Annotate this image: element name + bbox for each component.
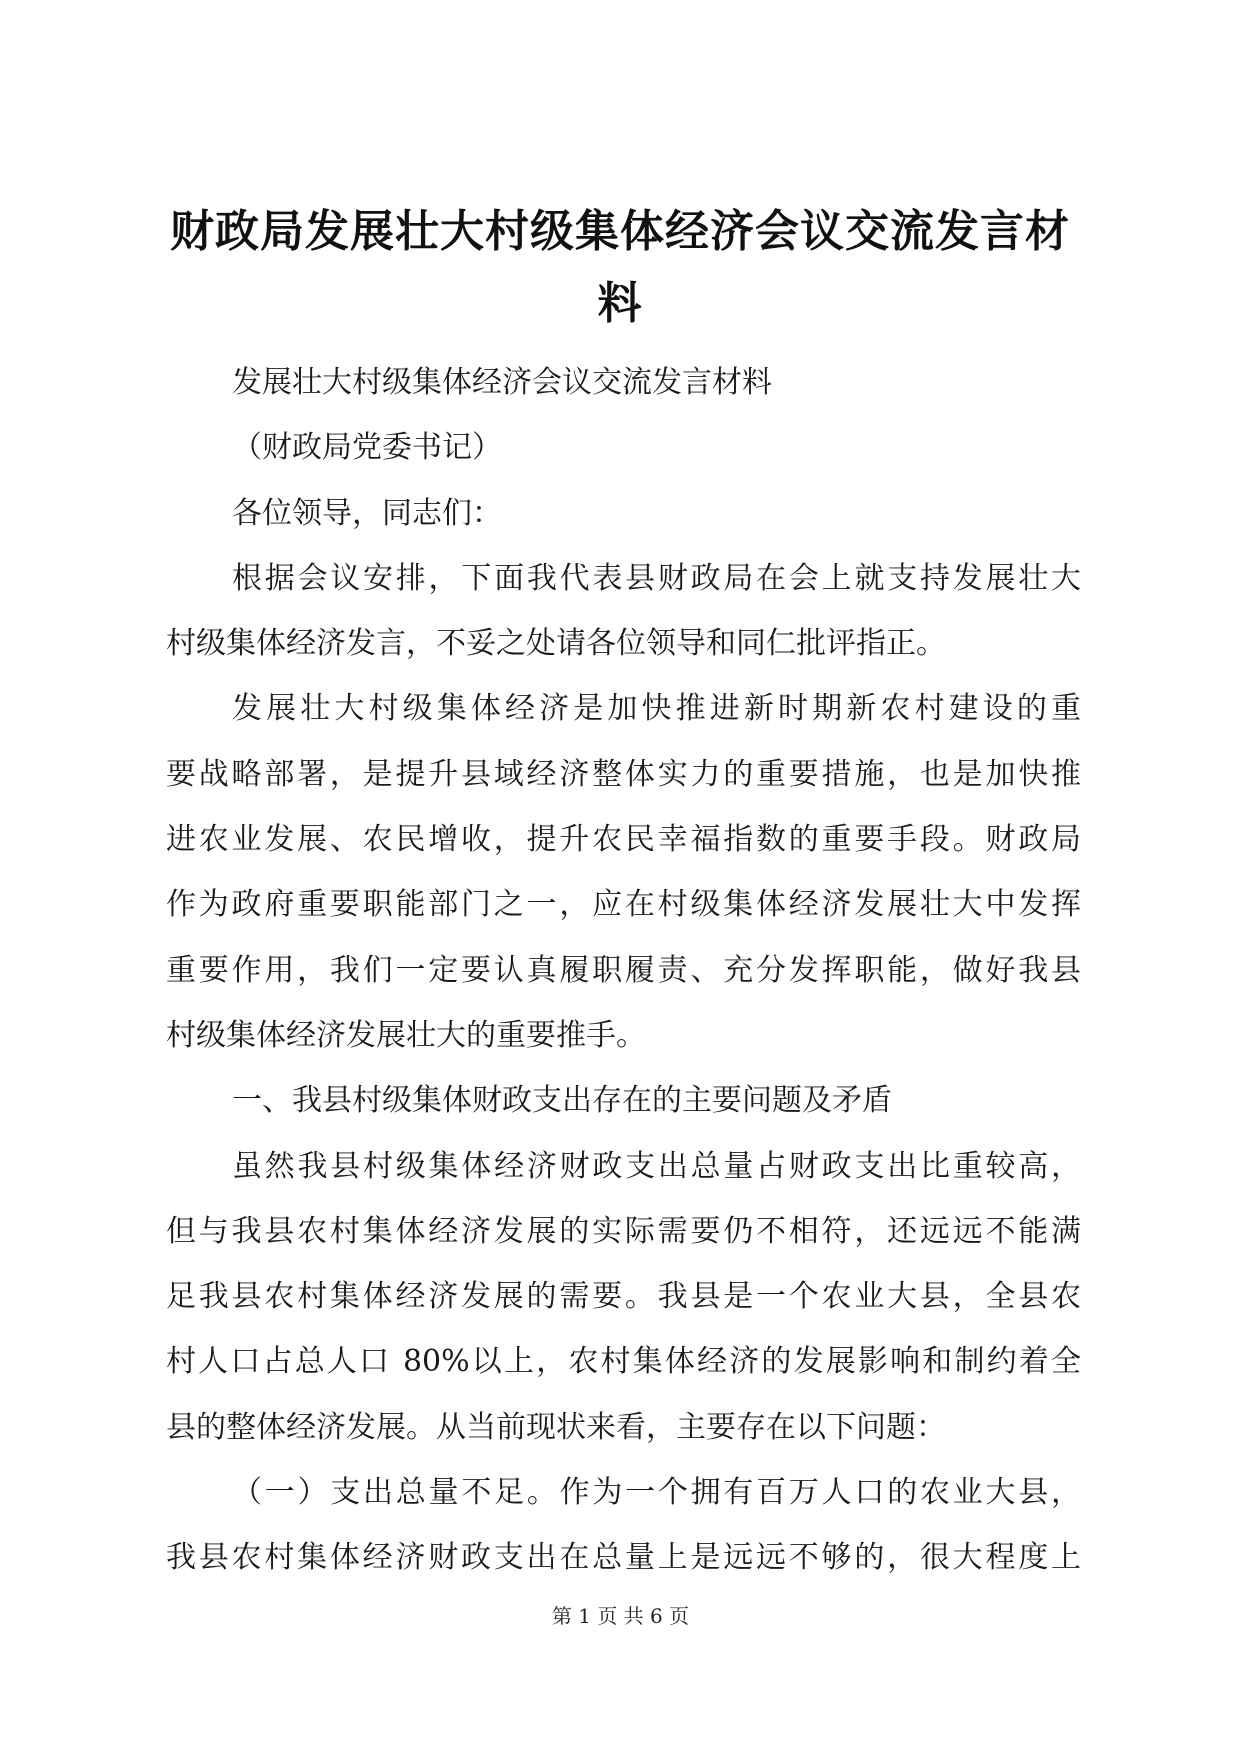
section-heading-1: 一、我县村级集体财政支出存在的主要问题及矛盾 — [232, 1083, 892, 1119]
salutation-line: 各位领导，同志们： — [232, 495, 502, 531]
paragraph-2-line-6: 村级集体经济发展壮大的重要推手。 — [166, 1017, 646, 1053]
page-number-footer: 第 1 页 共 6 页 — [551, 1604, 690, 1628]
paragraph-3-line-1: 虽然我县村级集体经济财政支出总量占财政支出比重较高， — [232, 1148, 1081, 1184]
paragraph-2-line-4: 作为政府重要职能部门之一，应在村级集体经济发展壮大中发挥 — [166, 887, 1081, 923]
paragraph-4-line-1: （一）支出总量不足。作为一个拥有百万人口的农业大县， — [232, 1475, 1081, 1511]
paragraph-3-line-3: 足我县农村集体经济发展的需要。我县是一个农业大县，全县农 — [166, 1279, 1081, 1315]
document-body — [166, 350, 1081, 1591]
paragraph-2-line-3: 进农业发展、农民增收，提升农民幸福指数的重要手段。财政局 — [166, 822, 1081, 858]
subtitle-line: 发展壮大村级集体经济会议交流发言材料 — [232, 365, 772, 400]
title-line-1: 财政局发展壮大村级集体经济会议交流发言材 — [170, 206, 1070, 257]
paragraph-3-line-5: 县的整体经济发展。从当前现状来看，主要存在以下问题： — [166, 1409, 946, 1445]
speaker-line: （财政局党委书记） — [232, 430, 502, 466]
paragraph-3-line-4: 村人口占总人口 80%以上，农村集体经济的发展影响和制约着全 — [166, 1344, 1081, 1380]
paragraph-3-line-2: 但与我县农村集体经济发展的实际需要仍不相符，还远远不能满 — [166, 1213, 1081, 1249]
title-line-2: 料 — [597, 278, 643, 329]
paragraph-2-line-2: 要战略部署，是提升县域经济整体实力的重要措施，也是加快推 — [166, 756, 1081, 792]
paragraph-4-line-2: 我县农村集体经济财政支出在总量上是远远不够的，很大程度上 — [166, 1540, 1081, 1576]
paragraph-1-line-2: 村级集体经济发言，不妥之处请各位领导和同仁批评指正。 — [166, 626, 946, 662]
paragraph-2-line-5: 重要作用，我们一定要认真履职履责、充分发挥职能，做好我县 — [166, 952, 1081, 988]
paragraph-2-line-1: 发展壮大村级集体经济是加快推进新时期新农村建设的重 — [232, 691, 1081, 727]
document-title — [150, 196, 1090, 340]
paragraph-1-line-1: 根据会议安排，下面我代表县财政局在会上就支持发展壮大 — [232, 560, 1081, 596]
